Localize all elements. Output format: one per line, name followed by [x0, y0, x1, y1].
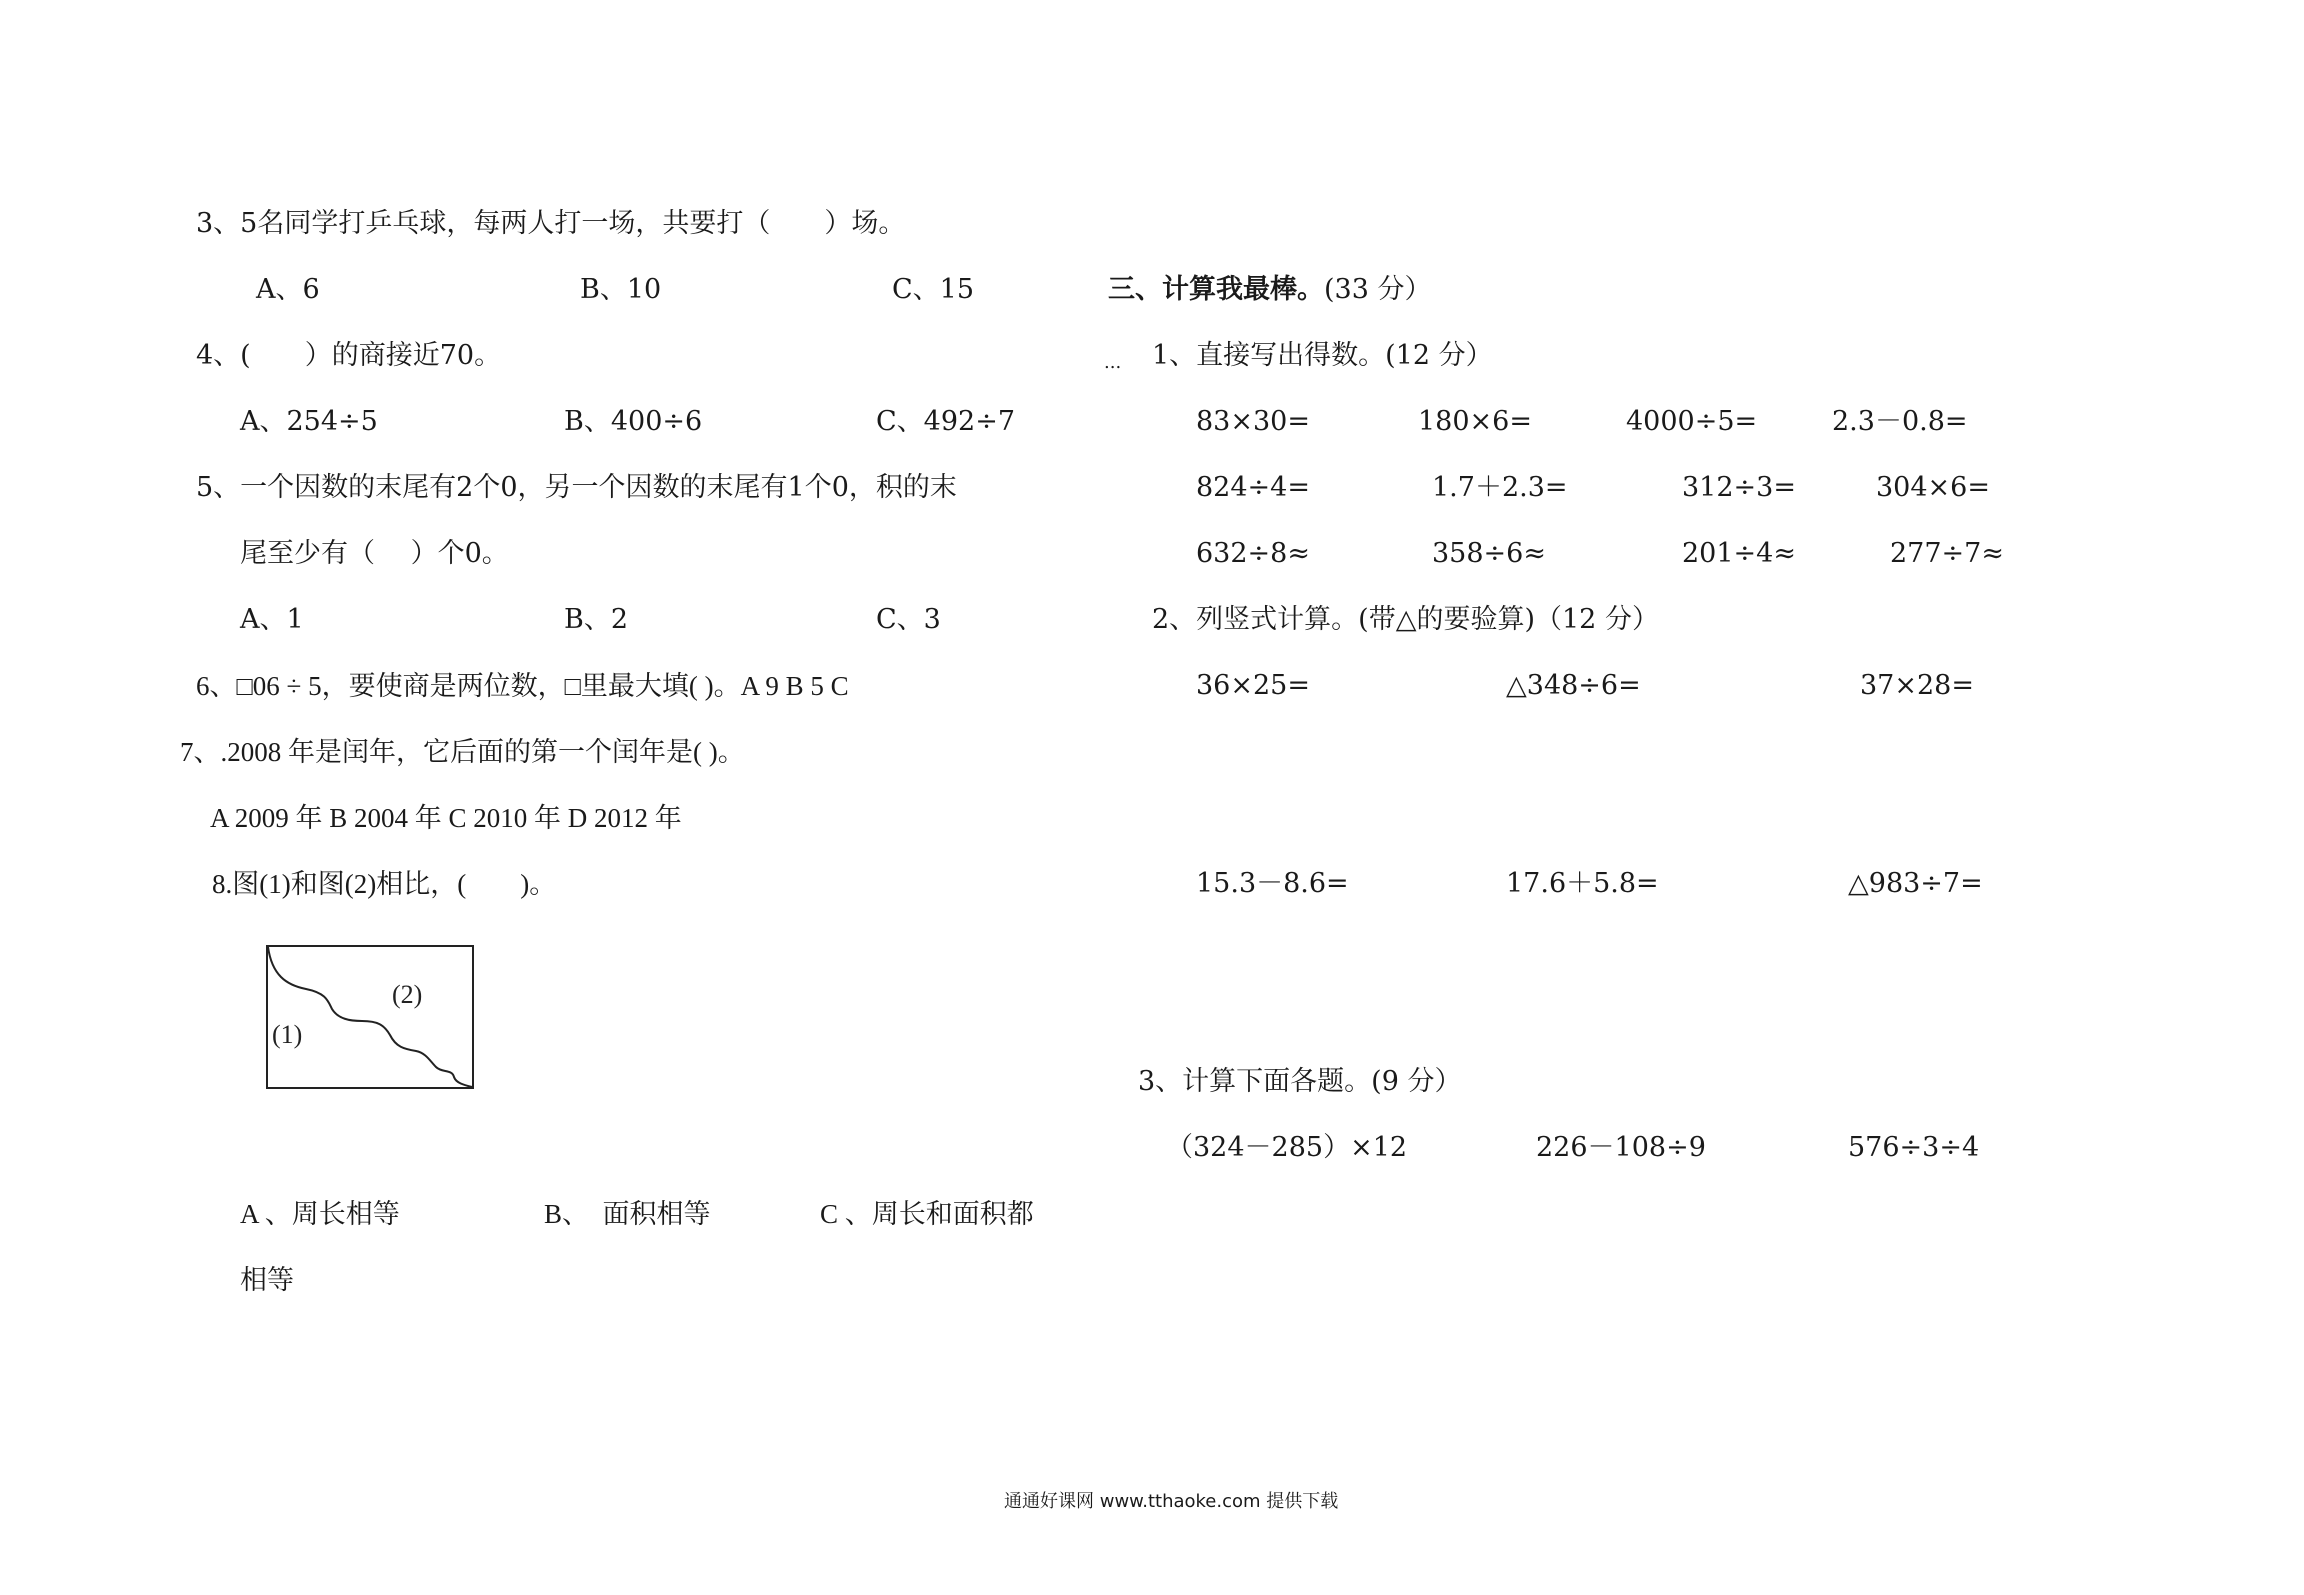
calc-2-1: 824÷4= — [1196, 472, 1310, 503]
q5-option-b: B、2 — [564, 604, 629, 635]
q3-option-c: C、15 — [892, 274, 975, 305]
calc-2-2: 1.7＋2.3= — [1432, 472, 1568, 503]
q3-option-b: B、10 — [580, 274, 662, 305]
vertical-2-2: 17.6＋5.8= — [1506, 868, 1659, 899]
q3-option-a: A、6 — [256, 274, 320, 305]
q4-option-b: B、400÷6 — [564, 406, 703, 437]
q4-option-c: C、492÷7 — [876, 406, 1015, 437]
q5-option-a: A、1 — [240, 604, 304, 635]
q8-option-c: C 、周长和面积都 — [820, 1199, 1034, 1229]
vertical-1-3: 37×28= — [1860, 670, 1974, 701]
q3-stem: 3、5名同学打乒乓球，每两人打一场，共要打（ ）场。 — [196, 208, 906, 239]
q4-stem: 4、( ）的商接近70。 — [196, 340, 502, 371]
figure-label-2: (2) — [392, 980, 423, 1009]
q8-figure — [266, 945, 474, 1089]
expr-3: 576÷3÷4 — [1848, 1132, 1980, 1163]
p2-title: 2、列竖式计算。(带△的要验算)（12 分） — [1152, 604, 1659, 635]
q7-stem: 7、.2008 年是闰年，它后面的第一个闰年是( )。 — [180, 737, 745, 767]
section-score: (33 分） — [1324, 274, 1432, 305]
section-title — [1108, 273, 1431, 307]
calc-3-1: 632÷8≈ — [1196, 538, 1310, 569]
vertical-1-2: △348÷6= — [1506, 670, 1641, 701]
q8-stem: 8.图(1)和图(2)相比，( )。 — [212, 869, 557, 899]
calc-1-2: 180×6= — [1418, 406, 1532, 437]
section-title-text: 三、计算我最棒。 — [1108, 274, 1324, 305]
p1-title: 1、直接写出得数。(12 分） — [1152, 340, 1493, 371]
q5-option-c: C、3 — [876, 604, 941, 635]
q4-option-a: A、254÷5 — [240, 406, 378, 437]
leader-dots: ... — [1104, 352, 1122, 373]
calc-3-4: 277÷7≈ — [1890, 538, 2004, 569]
q8-option-b: B、 面积相等 — [544, 1199, 711, 1229]
q7-options: A 2009 年 B 2004 年 C 2010 年 D 2012 年 — [210, 803, 682, 833]
vertical-2-3: △983÷7= — [1848, 868, 1983, 899]
calc-2-4: 304×6= — [1876, 472, 1990, 503]
p3-title: 3、计算下面各题。(9 分） — [1138, 1066, 1462, 1097]
calc-1-1: 83×30= — [1196, 406, 1310, 437]
expr-2: 226－108÷9 — [1536, 1132, 1706, 1163]
footer-credit: 通通好课网 www.tthaoke.com 提供下载 — [1004, 1491, 1339, 1512]
q6-stem: 6、□06 ÷ 5，要使商是两位数，□里最大填( )。A 9 B 5 C — [196, 671, 849, 701]
calc-3-2: 358÷6≈ — [1432, 538, 1546, 569]
q8-option-a: A 、周长相等 — [240, 1199, 400, 1229]
expr-1: （324－285）×12 — [1166, 1132, 1408, 1163]
figure-border — [267, 946, 473, 1088]
q5-stem-line1: 5、一个因数的末尾有2个0，另一个因数的末尾有1个0，积的末 — [196, 472, 957, 503]
q5-stem-line2: 尾至少有（ ）个0。 — [240, 538, 509, 569]
calc-1-3: 4000÷5= — [1626, 406, 1758, 437]
calc-1-4: 2.3－0.8= — [1832, 406, 1968, 437]
q8-option-c-continued: 相等 — [240, 1265, 294, 1295]
vertical-2-1: 15.3－8.6= — [1196, 868, 1349, 899]
calc-3-3: 201÷4≈ — [1682, 538, 1796, 569]
figure-label-1: (1) — [272, 1020, 303, 1049]
vertical-1-1: 36×25= — [1196, 670, 1310, 701]
calc-2-3: 312÷3= — [1682, 472, 1796, 503]
